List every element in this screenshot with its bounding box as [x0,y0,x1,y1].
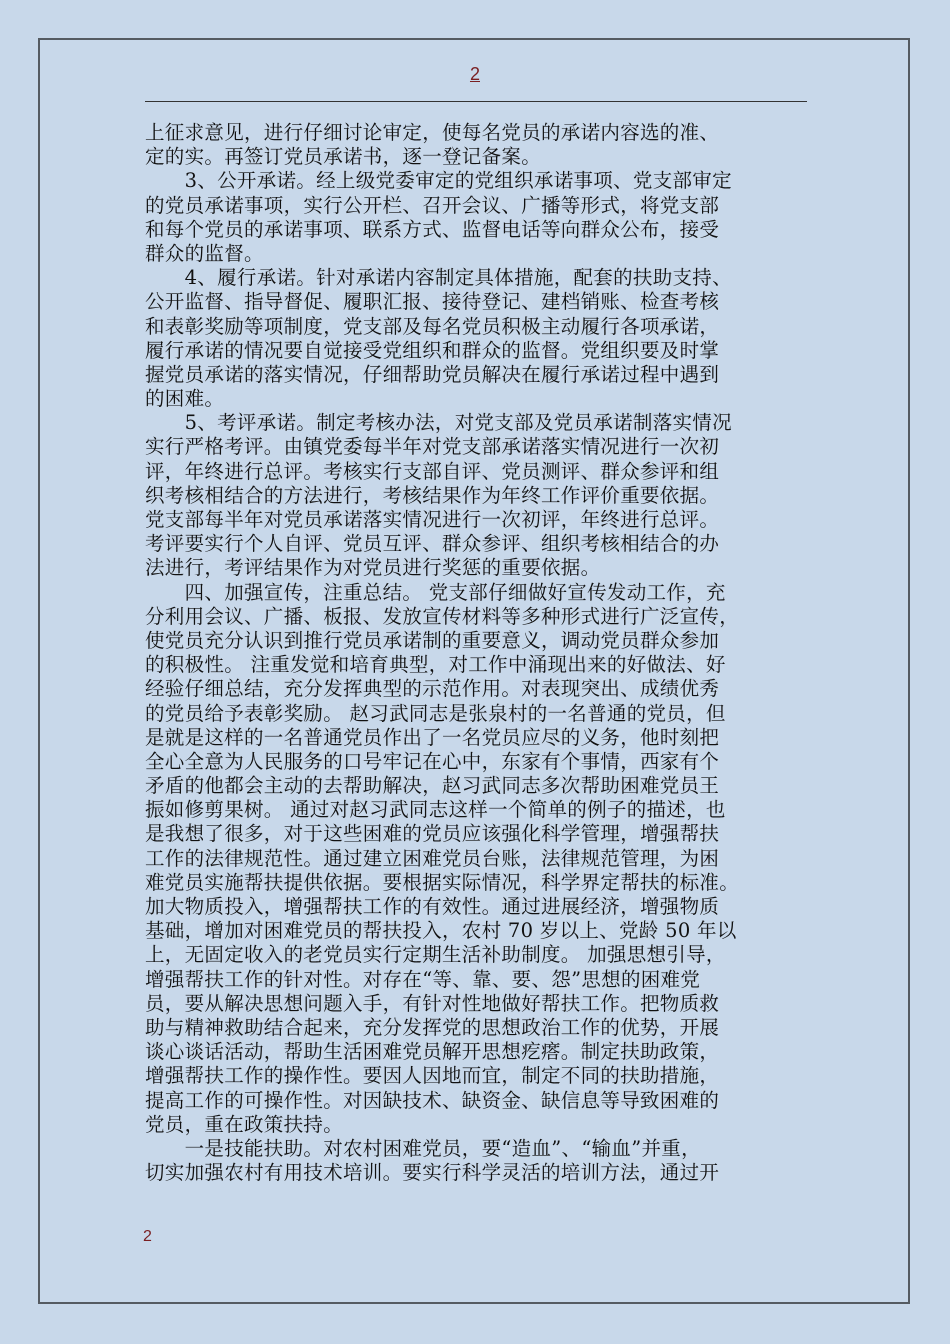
text-line: 法进行，考评结果作为对党员进行奖惩的重要依据。 [145,556,601,580]
text-line: 5、考评承诺。制定考核办法，对党支部及党员承诺制落实情况 [145,411,732,435]
text-line: 和每个党员的承诺事项、联系方式、监督电话等向群众公布，接受 [145,217,720,241]
text-line: 四、加强宣传，注重总结。 党支部仔细做好宣传发动工作，充 [145,580,726,604]
text-line: 增强帮扶工作的操作性。要因人因地而宜，制定不同的扶助措施， [145,1064,720,1088]
text-line: 的困难。 [145,387,225,411]
text-line: 群众的监督。 [145,241,264,265]
text-line: 一是技能扶助。对农村困难党员，要“造血”、“输血”并重， [145,1136,701,1160]
text-line: 分利用会议、广播、板报、发放宣传材料等多种形式进行广泛宣传， [145,604,740,628]
text-line: 员，要从解决思想问题入手，有针对性地做好帮扶工作。把物质救 [145,991,720,1015]
text-line: 的积极性。 注重发觉和培育典型，对工作中涌现出来的好做法、好 [145,653,726,677]
text-line: 握党员承诺的落实情况，仔细帮助党员解决在履行承诺过程中遇到 [145,362,720,386]
text-line: 党支部每半年对党员承诺落实情况进行一次初评，年终进行总评。 [145,508,720,531]
text-line: 助与精神救助结合起来，充分发挥党的思想政治工作的优势，开展 [145,1015,720,1039]
text-line: 加大物质投入，增强帮扶工作的有效性。通过进展经济，增强物质 [145,895,720,918]
text-line: 评，年终进行总评。考核实行支部自评、党员测评、群众参评和组 [145,459,720,483]
text-line: 全心全意为人民服务的口号牢记在心中，东家有个事情，西家有个 [145,749,720,773]
text-line: 提高工作的可操作性。对因缺技术、缺资金、缺信息等导致困难的 [145,1088,720,1112]
text-line: 使党员充分认识到推行党员承诺制的重要意义，调动党员群众参加 [145,628,720,652]
text-line: 履行承诺的情况要自觉接受党组织和群众的监督。党组织要及时掌 [145,338,720,362]
text-line: 上，无固定收入的老党员实行定期生活补助制度。 加强思想引导， [145,943,726,967]
text-line: 基础，增加对困难党员的帮扶投入，农村 70 岁以上、党龄 50 年以 [145,919,737,943]
text-line: 是我想了很多，对于这些困难的党员应该强化科学管理，增强帮扶 [145,822,720,846]
text-line: 织考核相结合的方法进行，考核结果作为年终工作评价重要依据。 [145,483,720,507]
text-line: 党员，重在政策扶持。 [145,1112,344,1136]
footer-page-number: 2 [143,1228,152,1245]
document-body [145,121,825,1185]
text-line: 上征求意见，进行仔细讨论审定，使每名党员的承诺内容选的准、 [145,121,720,144]
text-line: 考评要实行个人自评、党员互评、群众参评、组织考核相结合的办 [145,532,720,556]
text-line: 工作的法律规范性。通过建立困难党员台账，法律规范管理，为困 [145,846,720,870]
text-line: 谈心谈话活动，帮助生活困难党员解开思想疙瘩。制定扶助政策， [145,1040,720,1064]
header-page-number: 2 [469,64,480,84]
text-line: 的党员给予表彰奖励。 赵习武同志是张泉村的一名普通的党员，但 [145,701,726,725]
text-line: 公开监督、指导督促、履职汇报、接待登记、建档销账、检查考核 [145,290,720,314]
text-line: 增强帮扶工作的针对性。对存在“等、靠、要、怨”思想的困难党 [145,967,701,991]
text-line: 切实加强农村有用技术培训。要实行科学灵活的培训方法，通过开 [145,1161,720,1185]
text-line: 3、公开承诺。经上级党委审定的党组织承诺事项、党支部审定 [145,169,732,193]
text-line: 4、履行承诺。针对承诺内容制定具体措施，配套的扶助支持、 [145,266,732,290]
text-line: 是就是这样的一名普通党员作出了一名党员应尽的义务，他时刻把 [145,725,720,749]
header-divider [145,101,807,102]
text-line: 和表彰奖励等项制度，党支部及每名党员积极主动履行各项承诺， [145,314,720,338]
text-line: 难党员实施帮扶提供依据。要根据实际情况，科学界定帮扶的标准。 [145,870,740,894]
text-line: 定的实。再签订党员承诺书，逐一登记备案。 [145,145,542,169]
text-line: 振如修剪果树。 通过对赵习武同志这样一个简单的例子的描述，也 [145,798,726,822]
text-line: 矛盾的他都会主动的去帮助解决，赵习武同志多次帮助困难党员王 [145,774,720,798]
text-line: 实行严格考评。由镇党委每半年对党支部承诺落实情况进行一次初 [145,435,720,459]
text-line: 的党员承诺事项，实行公开栏、召开会议、广播等形式，将党支部 [145,193,720,217]
text-line: 经验仔细总结，充分发挥典型的示范作用。对表现突出、成绩优秀 [145,677,720,701]
